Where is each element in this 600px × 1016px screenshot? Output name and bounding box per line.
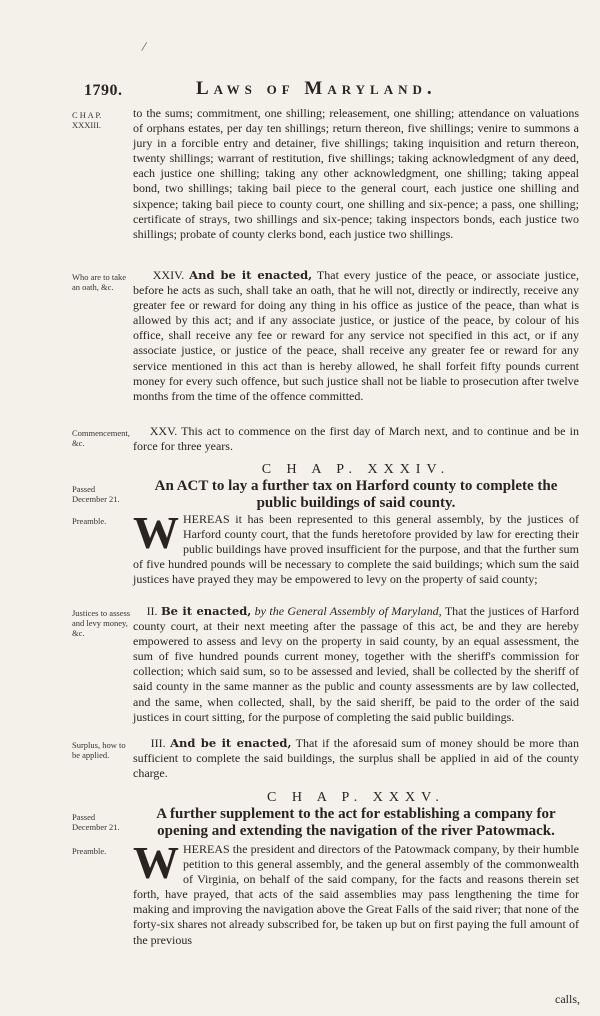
running-title: Laws of Maryland. <box>196 78 437 99</box>
section-24-text: That every justice of the peace, or associate justice, before he acts as such, shall take an oath, that he will not, directly or indirectly, receive any greater fee or reward for doing any thing in his office as justice of the peace, than what is allowed by this act; and if any associate justice, or justice of the peace, by colour of his office, shall receive any fee or reward for any service not specified in this act, or if any associate justice, or justice of the peace, shall receive any greater fee or reward for any service mentioned in this act than is hereby allowed, he shall forfeit fifty pounds current money for every such offence, but such justice shall not be liable to prosecution after twelve months from the time of the offence committed. <box>133 268 580 403</box>
chap-34-preamble <box>133 507 579 587</box>
section-24-number: XXIV. <box>152 268 185 282</box>
chap-34-sec2-number: II. <box>146 604 158 618</box>
chap-34-sec3-number: III. <box>150 736 166 750</box>
chap-34-sec3-enact: And be it enacted, <box>170 736 292 750</box>
section-25-text: XXV. This act to commence on the first day of March next, and to continue and be in force for three years. <box>133 424 580 454</box>
section-25 <box>133 424 579 454</box>
margin-chap-33: C H A P. XXXIII. <box>72 110 102 130</box>
chap-34-title: An ACT to lay a further tax on Harford county to complete the public buildings of said county. <box>154 478 558 511</box>
chap-35-preamble-text: HEREAS the president and directors of the Patowmack company, by their humble petition to this general assembly, and the general assembly of the commonwealth of Virginia, on behalf of the said company, for the facts and reasons therein set forth, have prayed, that acts of the said assemblies may pass lengthening the time for making and improving the navigation above the Great Falls of the said river; that none of the forty-six shares not already subscribed for, be taken up but on first paying the full amount of the previous <box>133 842 579 947</box>
margin-oath: Who are to take an oath, &c. <box>72 272 127 292</box>
chap-35-passed: Passed December 21. <box>72 812 120 832</box>
chap-34-preamble-label: Preamble. <box>72 516 107 526</box>
chap-34-sec3-margin: Surplus, how to be applied. <box>72 740 126 760</box>
chap-35-preamble <box>133 837 579 948</box>
page-mark: / <box>140 39 148 56</box>
chap-34-sec3-text: That if the aforesaid sum of money should be more than sufficient to complete the said buildings, the surplus shall be applied in aid of the county charge. <box>133 736 580 781</box>
section-24-enact: And be it enacted, <box>189 268 313 282</box>
fees-paragraph: to the sums; commitment, one shilling; releasement, one shilling; attendance on valuations of orphans estates, per day ten shillings; return thereon, five shillings; venire to summons a jury in a forcible entry and detainer, five shillings; taking inquisition and return thereon, twenty shillings; warrant of restitution, five shillings; taking acknowledgment of any deed, each justice one shilling; taking any other acknowledgment, one shilling; taking appeal bond, two shillings; taking bail piece to the general court, each justice one shilling and sixpence; taking bail piece to county court, one shilling and six-pence; a pass, one shilling; certificate of strays, two shillings and six-pence; taking inspectors bonds, each justice two shillings; probate of county clerks bond, each justice two shillings. <box>133 106 579 241</box>
chap-34-section-2 <box>133 604 579 725</box>
chap-34-heading: C H A P. XXXIV. <box>261 462 451 477</box>
chap-34-section-3 <box>133 736 579 781</box>
chap-34-sec2-by: by the General Assembly of Maryland, <box>254 604 442 618</box>
chap-34-sec2-enact: Be it enacted, <box>160 604 252 618</box>
chap-34-passed: Passed December 21. <box>72 484 120 504</box>
chap-34-sec2-margin: Justices to assess and levy money, &c. <box>72 608 131 638</box>
catchword: calls, <box>555 992 580 1006</box>
chap-35-preamble-label: Preamble. <box>72 846 107 856</box>
chap-34-dropcap: W <box>133 507 179 558</box>
section-24 <box>133 268 579 404</box>
chap-34-sec2-text: That the justices of Harford county court, at their next meeting after the passage of this act, be and they are hereby empowered to assess and levy on the property in said county, by an equal assessment, the sum of five hundred pounds current money, together with the sheriff's commission for collection; which said sum, so to be assessed and levied, shall be collected by the sheriff of said county in the same manner as the public and county assessments are by law collected, and the same, when collected, shall, by the said sheriff, be paid to the order of the said justices in court sitting, for the purpose of completing the said public buildings. <box>133 604 580 724</box>
chap-34-preamble-text: HEREAS it has been represented to this general assembly, by the justices of Harford county court, that the funds heretofore provided by law for erecting their public buildings have proved insufficient for the purpose, and that the further sum of five hundred pounds will be necessary to complete the said buildings; which sum the said justices have prayed they may be empowered to levy on the property of said county; <box>133 512 579 587</box>
chap-35-heading: C H A P. XXXV. <box>267 790 445 805</box>
chap-35-title: A further supplement to the act for establishing a company for opening and extending the navigation of the river Patowmack. <box>156 806 556 839</box>
page-header <box>0 78 600 102</box>
margin-commencement: Commencement, &c. <box>72 428 130 448</box>
page-year: 1790. <box>84 82 123 99</box>
chap-35-dropcap: W <box>133 837 179 888</box>
